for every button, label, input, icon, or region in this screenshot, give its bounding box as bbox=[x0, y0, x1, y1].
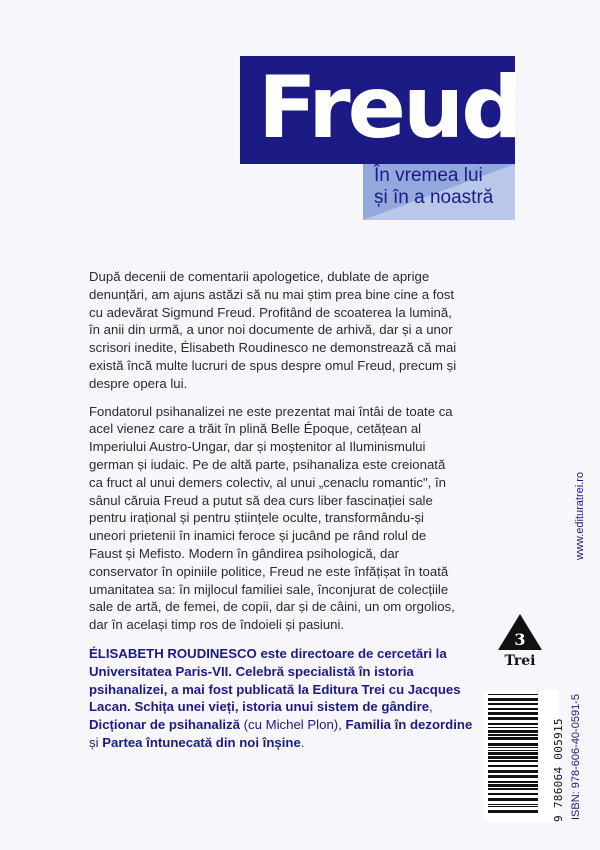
text-line: ca fruct al unui demers colectiv, al unui „cenaclu romantic", în bbox=[89, 474, 446, 490]
bio-text: (cu Michel Plon), bbox=[239, 717, 346, 733]
barcode-bar bbox=[488, 708, 538, 710]
text-line: denunțări, am ajuns astăzi să nu mai știm prea bine cine a fost bbox=[89, 286, 455, 302]
barcode-bar bbox=[488, 770, 538, 773]
bio-text: , bbox=[429, 699, 433, 715]
text-line: umanitatea sa: în mijlocul familiei sale, înconjurat de colecțiile bbox=[89, 581, 449, 597]
barcode-bar bbox=[488, 775, 538, 778]
barcode-digits: 9 786064 005915 bbox=[552, 718, 565, 822]
text-line: conservator în opiniile politice, Freud ne este înfățișat în toată bbox=[89, 563, 449, 579]
text-line: cu adevărat Sigmund Freud. Profitând de scoaterea la lumină, bbox=[89, 304, 452, 320]
text-line: acel vienez care a trăit în plină Belle Époque, cetățean al bbox=[89, 421, 422, 437]
text-line: Fondatorul psihanalizei ne este prezentat mai întâi de toate ca bbox=[89, 403, 453, 419]
barcode-bar bbox=[488, 752, 538, 755]
isbn: ISBN: 978-606-40-0591-5 bbox=[570, 694, 582, 820]
barcode-bar bbox=[488, 788, 538, 790]
subtitle-line-1: În vremea lui bbox=[374, 165, 483, 186]
text-line: dar în același timp ros de îndoieli și pasiuni. bbox=[89, 617, 345, 633]
book-ref: Familia în dezordine bbox=[345, 717, 473, 733]
subtitle-line-2: și în a noastră bbox=[374, 187, 494, 208]
barcode-bar bbox=[488, 804, 538, 805]
barcode-bar bbox=[488, 784, 538, 787]
barcode-bar bbox=[488, 765, 538, 767]
text-line: german și iudaic. Pe de altă parte, psihanaliza este creionată bbox=[89, 456, 446, 472]
barcode-bar bbox=[488, 703, 538, 705]
barcode-bar bbox=[488, 747, 538, 748]
book-ref: Lacan. Schița unei vieți, istoria unui sistem de gândire bbox=[89, 699, 430, 715]
barcode-bars bbox=[484, 690, 559, 822]
bio-line-5 bbox=[89, 716, 484, 734]
barcode-bar bbox=[488, 750, 538, 751]
blurb bbox=[89, 268, 484, 644]
barcode-bar bbox=[488, 727, 538, 728]
barcode-bar bbox=[488, 756, 538, 759]
book-subtitle bbox=[374, 165, 514, 209]
publisher-url: www.edituratrei.ro bbox=[574, 471, 586, 560]
text-line: sale de artă, de femei, de copii, dar și de câini, un om orgolios, bbox=[89, 599, 455, 615]
bio-text: și bbox=[89, 734, 103, 750]
book-ref: Jacques bbox=[407, 681, 461, 697]
blurb-paragraph-2 bbox=[89, 403, 484, 634]
barcode-bar bbox=[488, 793, 538, 795]
bio-line-6 bbox=[89, 734, 484, 752]
barcode-bar bbox=[488, 810, 538, 813]
barcode-bar bbox=[488, 717, 538, 720]
bio-line-4 bbox=[89, 698, 484, 716]
text-line: sânul căruia Freud a putut să dea curs liber fascinației sale bbox=[89, 492, 433, 508]
book-title: Freud bbox=[258, 58, 520, 158]
barcode-bar bbox=[488, 743, 538, 746]
text-line: uneori prietenii în inamici feroce și jucând pe rând rolul de bbox=[89, 528, 427, 544]
barcode-bar bbox=[488, 698, 538, 701]
barcode-bar bbox=[488, 781, 538, 783]
logo-number: 3 bbox=[514, 630, 526, 649]
bio-line-1 bbox=[89, 645, 484, 663]
text-line: în anii din urmă, a unor noi documente de arhivă, dar și a unor bbox=[89, 322, 453, 338]
text-line: După decenii de comentarii apologetice, dublate de aprige bbox=[89, 269, 430, 284]
publisher-name: Trei bbox=[504, 653, 536, 669]
author-name: ÉLISABETH ROUDINESCO bbox=[89, 646, 257, 661]
text-line: scrisori inedite, Élisabeth Roudinesco ne demonstrează că mai bbox=[89, 340, 457, 356]
barcode-bar bbox=[488, 737, 538, 740]
barcode-bar bbox=[488, 760, 538, 762]
barcode-bar bbox=[488, 730, 538, 733]
text-line: Imperiului Austro-Ungar, dar și moștenitor al Iluminismului bbox=[89, 439, 426, 455]
bio-text: este directoare de cercetări la bbox=[256, 646, 447, 661]
barcode-bar bbox=[488, 694, 538, 695]
bio-line-2: Universitatea Paris-VII. Celebră specialistă în istoria bbox=[89, 663, 414, 679]
book-ref: Dicționar de psihanaliză bbox=[89, 717, 240, 733]
bio-text: psihanalizei, a mai fost publicată la Editura Trei cu bbox=[89, 681, 408, 697]
book-ref: Partea întunecată din noi înșine bbox=[102, 734, 301, 750]
text-line: pentru irațional și pentru științele oculte, transformându-și bbox=[89, 510, 424, 526]
barcode-bar bbox=[488, 806, 538, 807]
text-line: Faust și Mefisto. Modern în gândirea psihologică, dar bbox=[89, 545, 400, 561]
blurb-paragraph-1 bbox=[89, 268, 484, 393]
author-bio bbox=[89, 645, 484, 752]
barcode bbox=[484, 690, 559, 822]
text-line: există încă multe lucruri de spus despre omul Freud, precum și bbox=[89, 357, 457, 373]
bio-line-3 bbox=[89, 681, 484, 699]
barcode-bar bbox=[488, 798, 538, 801]
barcode-bar bbox=[488, 734, 538, 736]
barcode-bar bbox=[488, 723, 538, 725]
text-line: despre opera lui. bbox=[89, 375, 188, 391]
bio-text: . bbox=[300, 734, 305, 750]
barcode-bar bbox=[488, 712, 538, 715]
